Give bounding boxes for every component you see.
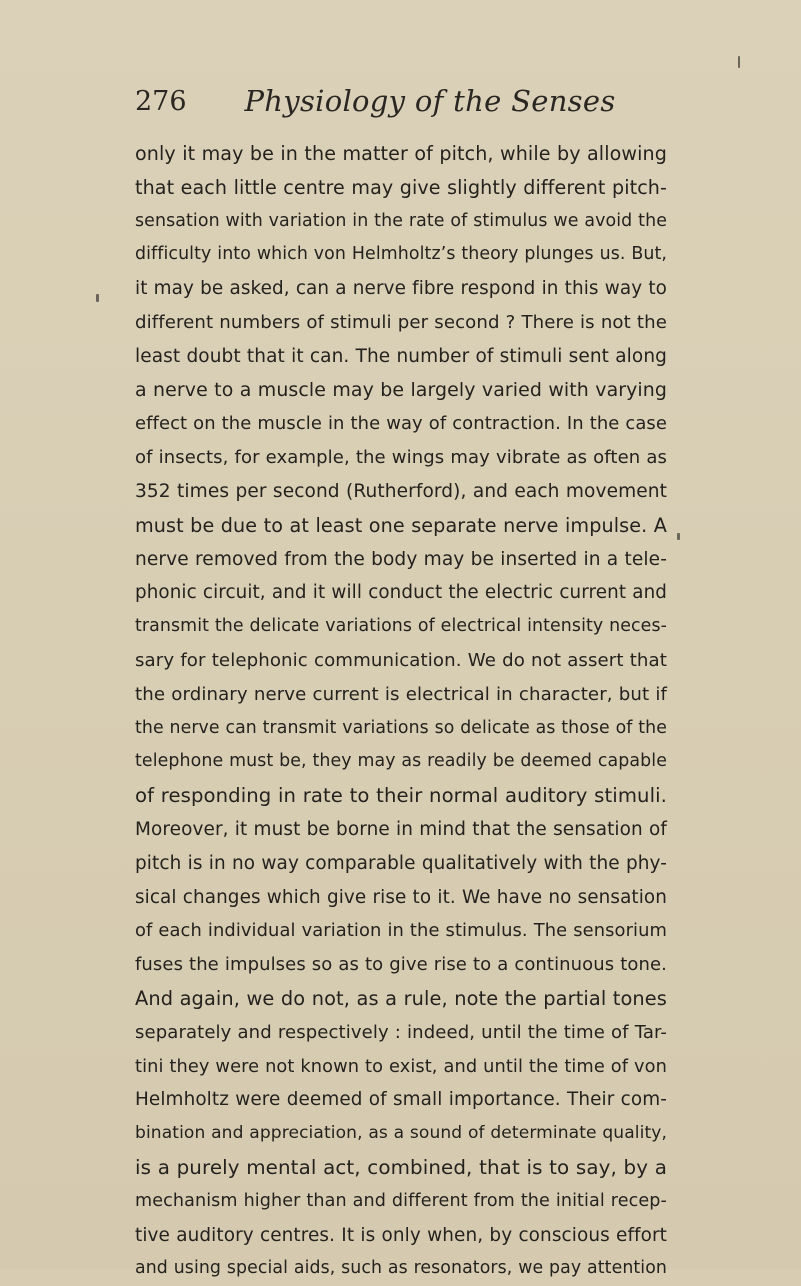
text-line: phonic circuit, and it will conduct the electric current and: [135, 582, 667, 604]
text-line: separately and respectively : indeed, until the time of Tar-: [135, 1021, 667, 1043]
text-line: telephone must be, they may as readily be deemed capable: [135, 751, 667, 772]
text-line: the nerve can transmit variations so delicate as those of the: [135, 717, 667, 738]
text-line: a nerve to a muscle may be largely varied with varying: [135, 378, 667, 401]
text-line: mechanism higher than and different from the initial recep-: [135, 1190, 667, 1211]
text-line: Helmholtz were deemed of small importance. Their com-: [135, 1089, 667, 1111]
text-line: effect on the muscle in the way of contraction. In the case: [135, 413, 667, 435]
text-line: pitch is in no way comparable qualitatively with the phy-: [135, 852, 667, 874]
text-line: tini they were not known to exist, and until the time of von: [135, 1055, 667, 1077]
text-line: of responding in rate to their normal auditory stimuli.: [135, 784, 667, 808]
scan-mark-left: [96, 294, 99, 302]
text-line: least doubt that it can. The number of stimuli sent along: [135, 345, 667, 367]
text-line: different numbers of stimuli per second ? There is not the: [135, 311, 667, 333]
text-line: must be due to at least one separate nerve impulse. A: [135, 513, 667, 537]
text-line: the ordinary nerve current is electrical in character, but if: [135, 683, 667, 705]
text-line: And again, we do not, as a rule, note the partial tones: [135, 986, 667, 1010]
text-line: transmit the delicate variations of electrical intensity neces-: [135, 616, 667, 637]
text-line: nerve removed from the body may be inserted in a tele-: [135, 548, 667, 570]
body-text: [135, 137, 667, 1286]
text-line: sensation with variation in the rate of stimulus we avoid the: [135, 210, 667, 231]
text-line: that each little centre may give slightly different pitch-: [135, 175, 667, 199]
text-line: of insects, for example, the wings may vibrate as often as: [135, 447, 667, 469]
text-line: 352 times per second (Rutherford), and each movement: [135, 480, 667, 502]
scan-mark-top: [738, 56, 740, 68]
running-head: [135, 84, 665, 124]
text-line: of each individual variation in the stimulus. The sensorium: [135, 920, 667, 942]
text-line: only it may be in the matter of pitch, while by allowing: [135, 142, 667, 165]
text-line: tive auditory centres. It is only when, by conscious effort: [135, 1224, 667, 1246]
text-line: is a purely mental act, combined, that is to say, by a: [135, 1155, 667, 1179]
page-number: 276: [135, 86, 187, 117]
text-line: and using special aids, such as resonators, we pay attention: [135, 1258, 667, 1279]
text-line: it may be asked, can a nerve fibre respond in this way to: [135, 278, 667, 300]
text-line: fuses the impulses so as to give rise to a continuous tone.: [135, 954, 667, 976]
text-line: sical changes which give rise to it. We have no sensation: [135, 886, 667, 908]
text-line: sary for telephonic communication. We do not assert that: [135, 649, 667, 671]
text-line: bination and appreciation, as a sound of determinate quality,: [135, 1123, 667, 1144]
text-line: Moreover, it must be borne in mind that the sensation of: [135, 818, 667, 840]
scan-mark-right: [677, 533, 680, 540]
text-line: difficulty into which von Helmholtz’s theory plunges us. But,: [135, 244, 667, 265]
running-title: Physiology of the Senses: [244, 84, 616, 118]
